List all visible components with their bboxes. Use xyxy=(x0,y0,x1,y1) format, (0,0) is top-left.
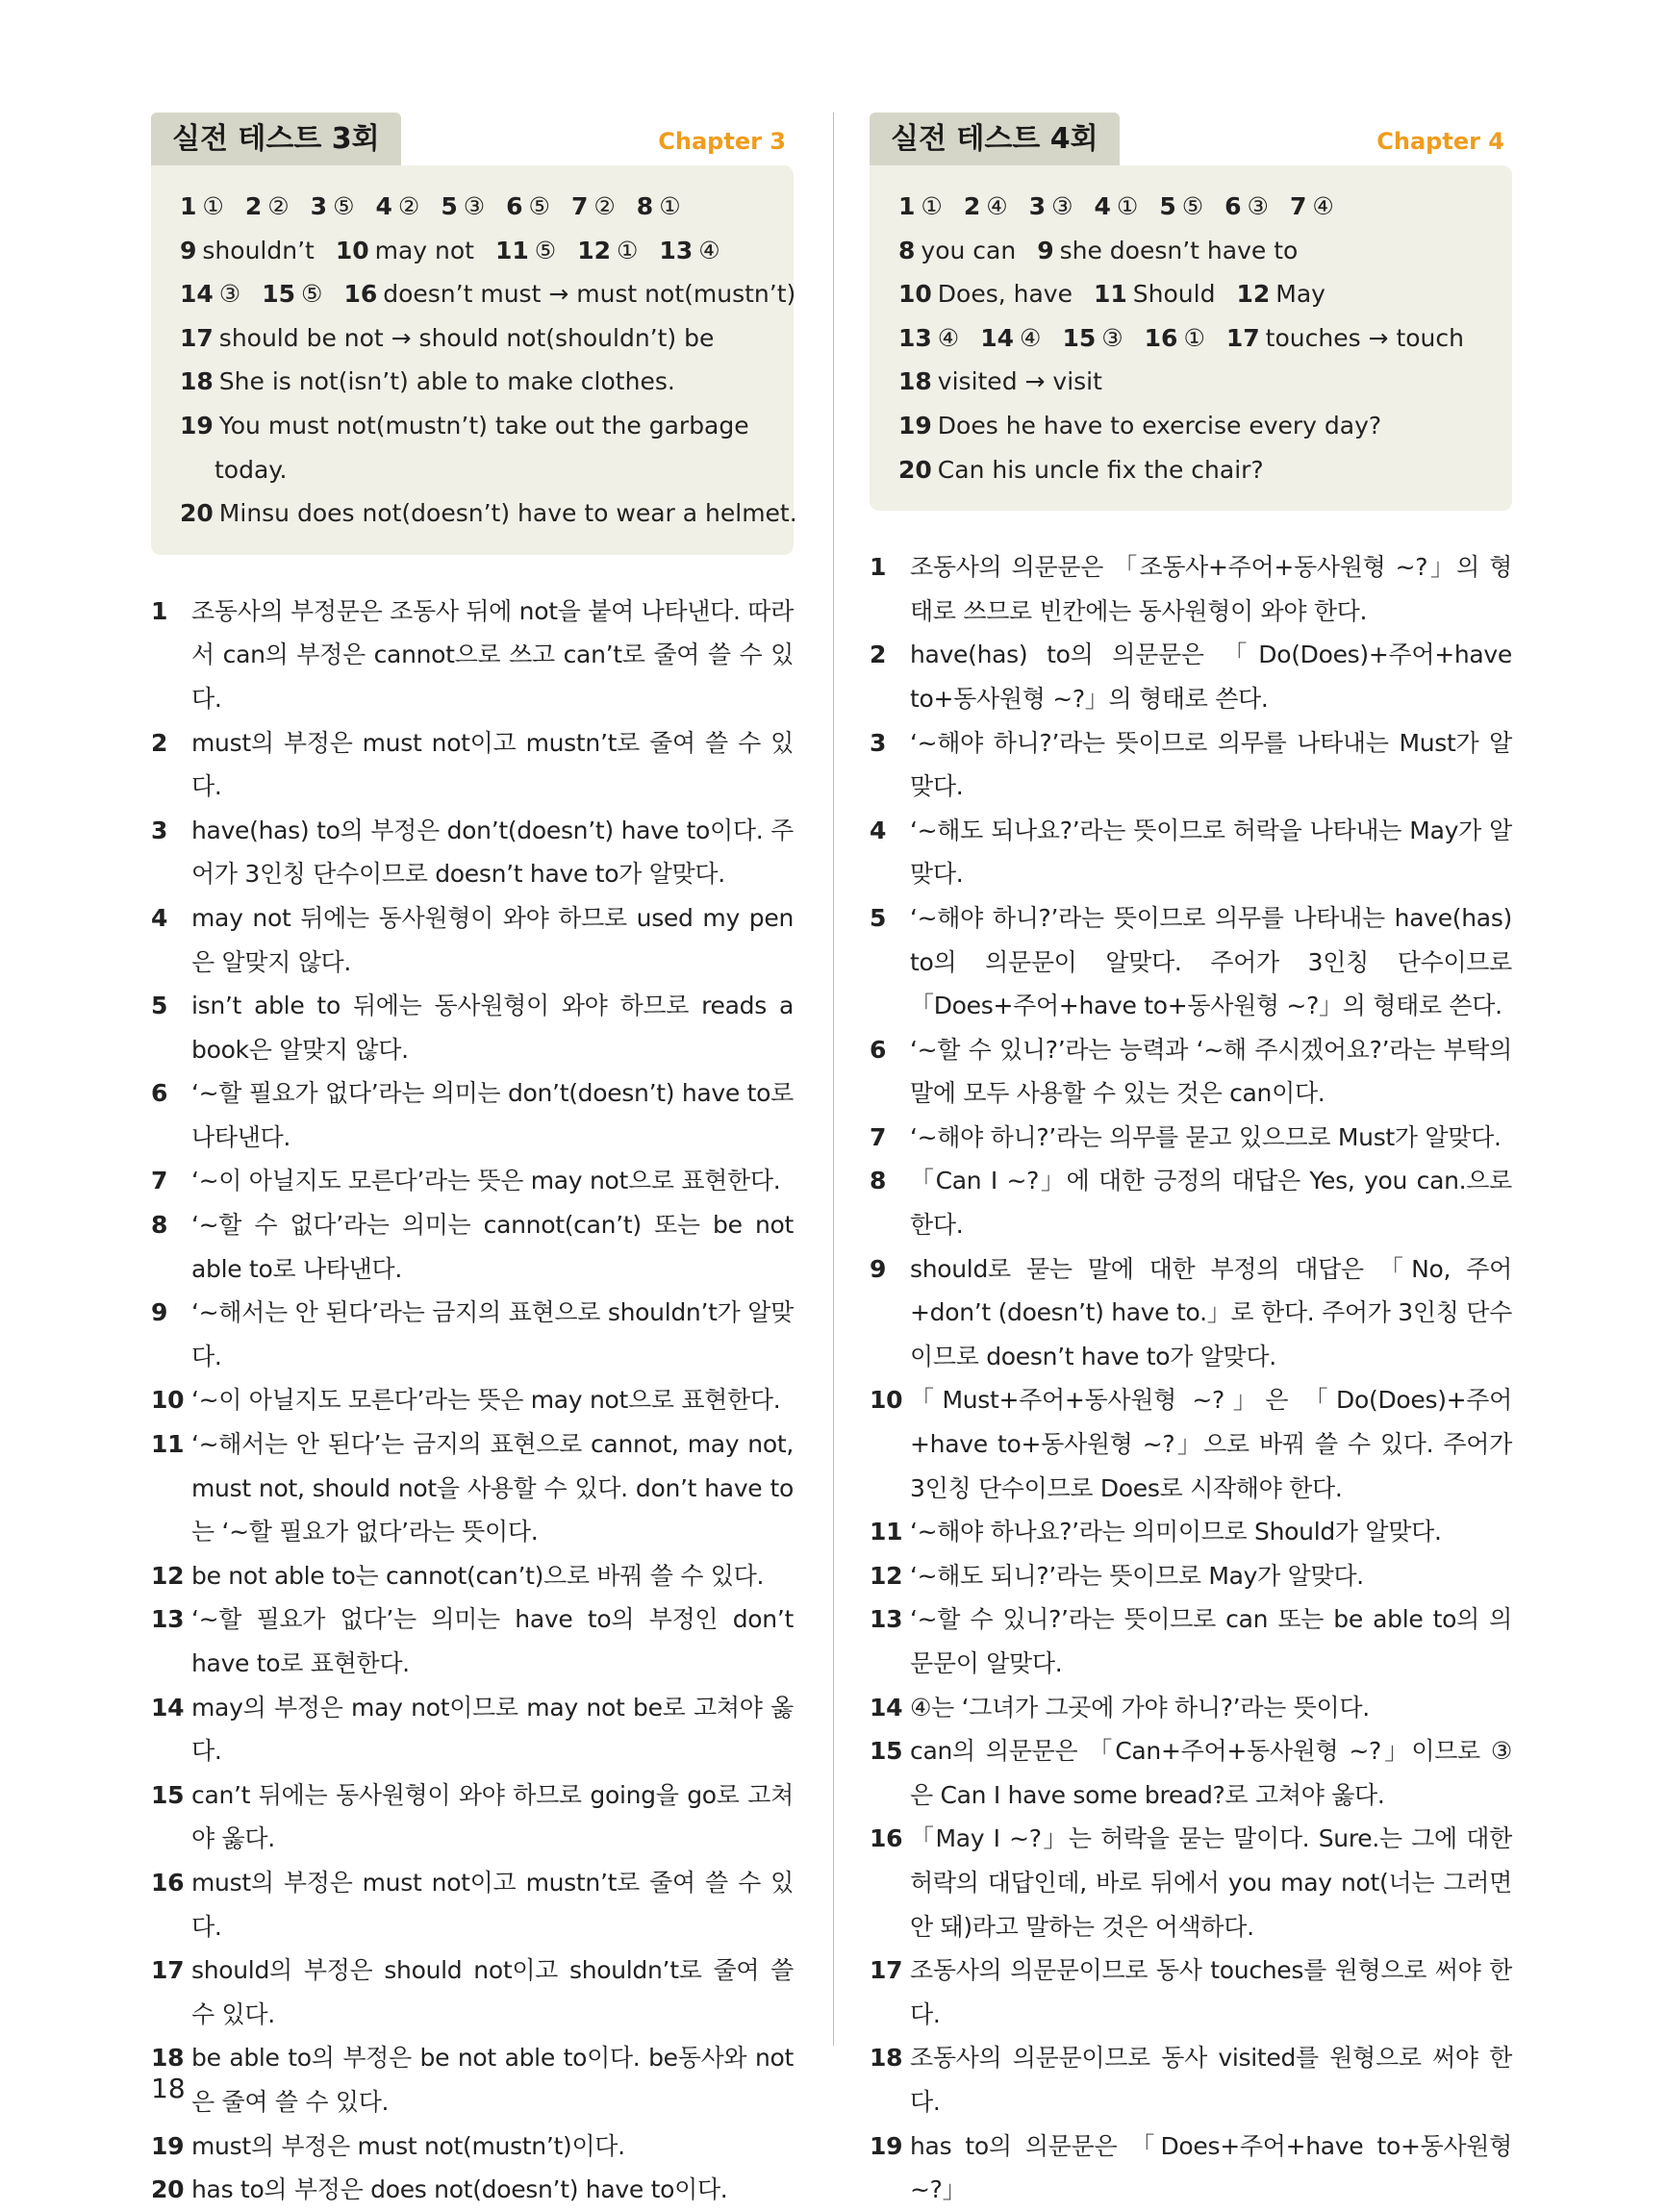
explanation-number: 11 xyxy=(870,1518,903,1546)
answer-item xyxy=(964,185,1008,229)
explanation-text: should로 묻는 말에 대한 부정의 대답은 「No, 주어+don’t (doesn’t) have to.」로 한다. 주어가 3인칭 단수이므로 doesn’t have to가 알맞다. xyxy=(910,1254,1512,1370)
answer-value: ① xyxy=(1116,192,1139,220)
explanation-text: ‘~할 수 있니?’라는 능력과 ‘~해 주시겠어요?’라는 부탁의 말에 모두 사용할 수 있는 것은 can이다. xyxy=(910,1035,1512,1108)
explanation-text: 「Must+주어+동사원형 ~?」은 「Do(Does)+주어+have to+동사원형 ~?」으로 바꿔 쓸 수 있다. 주어가 3인칭 단수이므로 Does로 시작해야 한다. xyxy=(910,1386,1512,1502)
explanation-text: 조동사의 의문문이므로 동사 touches를 원형으로 써야 한다. xyxy=(910,1956,1512,2028)
answer-value: She is not(isn’t) able to make clothes. xyxy=(218,367,675,396)
explanation-item xyxy=(151,809,794,896)
explanation-item xyxy=(870,545,1512,633)
answer-item xyxy=(898,185,943,229)
explanation-item xyxy=(870,1948,1512,2036)
explanation-list xyxy=(870,545,1512,2212)
answer-item xyxy=(898,316,959,361)
chapter-label: Chapter 3 xyxy=(658,128,786,155)
answer-number: 4 xyxy=(375,192,392,220)
answer-number: 15 xyxy=(1062,323,1097,352)
explanation-number: 6 xyxy=(870,1035,887,1064)
explanation-number: 8 xyxy=(870,1167,887,1195)
answer-number: 19 xyxy=(898,411,932,440)
answer-item xyxy=(1224,185,1269,229)
answer-box xyxy=(870,165,1512,511)
explanation-number: 17 xyxy=(870,1956,903,1985)
answer-number: 13 xyxy=(659,236,694,264)
answer-value: doesn’t must → must not(mustn’t) xyxy=(383,280,796,309)
answer-value: ② xyxy=(267,192,290,220)
explanation-item xyxy=(870,1028,1512,1116)
answer-value: May xyxy=(1275,280,1325,309)
explanation-text: 조동사의 부정문은 조동사 뒤에 not을 붙여 나타낸다. 따라서 can의 부정은 cannot으로 쓰고 can’t로 줄여 쓸 수 있다. xyxy=(191,596,794,713)
answer-item xyxy=(571,185,616,229)
answer-number: 20 xyxy=(898,455,932,484)
explanation-item xyxy=(151,1291,794,1378)
answer-item xyxy=(1159,185,1203,229)
answer-item xyxy=(375,185,419,229)
answer-item xyxy=(1094,272,1215,316)
explanation-number: 8 xyxy=(151,1211,168,1240)
left-column xyxy=(151,113,797,2212)
answer-value: ③ xyxy=(1051,192,1073,220)
explanation-number: 13 xyxy=(151,1605,185,1634)
explanation-item xyxy=(870,1247,1512,1379)
explanation-number: 5 xyxy=(870,903,887,932)
answer-value: Does he have to exercise every day? xyxy=(937,411,1382,440)
explanation-list xyxy=(151,590,794,2212)
explanation-number: 4 xyxy=(151,903,168,932)
answer-number: 12 xyxy=(1236,280,1271,309)
answer-value: ⑤ xyxy=(1181,192,1204,220)
answer-value: ① xyxy=(202,192,224,220)
explanation-item xyxy=(151,1554,794,1598)
answer-value: ④ xyxy=(986,192,1008,220)
explanation-text: have(has) to의 의문문은 「Do(Does)+주어+have to+동사원형 ~?」의 형태로 쓴다. xyxy=(910,641,1512,713)
answer-value: ② xyxy=(397,192,420,220)
answer-line xyxy=(180,229,770,273)
explanation-item xyxy=(151,2168,794,2212)
answer-number: 11 xyxy=(1093,280,1127,309)
answer-item xyxy=(1236,272,1325,316)
answer-value: ⑤ xyxy=(534,236,557,264)
answer-number: 6 xyxy=(1224,192,1242,220)
explanation-item xyxy=(151,590,794,721)
answer-line xyxy=(180,185,770,229)
answer-item xyxy=(898,448,1264,492)
answer-value: ④ xyxy=(937,323,960,352)
answer-line xyxy=(898,229,1489,273)
answer-item xyxy=(180,448,287,492)
answer-number: 14 xyxy=(180,280,214,309)
answer-number: 19 xyxy=(180,411,214,440)
explanation-text: must의 부정은 must not이고 mustn’t로 줄여 쓸 수 있다. xyxy=(191,728,794,801)
explanation-text: be able to의 부정은 be not able to이다. be동사와 not은 줄여 쓸 수 있다. xyxy=(191,2044,794,2116)
explanation-text: ‘~할 필요가 없다’는 의미는 have to의 부정인 don’t have to로 표현한다. xyxy=(191,1605,794,1677)
answer-item xyxy=(495,229,556,273)
explanation-number: 6 xyxy=(151,1079,168,1108)
answer-item xyxy=(898,272,1073,316)
explanation-item xyxy=(151,721,794,809)
explanation-item xyxy=(151,1861,794,1948)
explanation-number: 16 xyxy=(870,1824,903,1853)
explanation-item xyxy=(151,1773,794,1861)
answer-value: ⑤ xyxy=(333,192,355,220)
answer-number: 20 xyxy=(180,499,214,528)
explanation-number: 2 xyxy=(870,641,887,669)
explanation-item xyxy=(870,1817,1512,1948)
answer-item xyxy=(1145,316,1205,361)
explanation-number: 20 xyxy=(151,2175,185,2204)
explanation-number: 11 xyxy=(151,1430,185,1459)
answer-item xyxy=(180,229,315,273)
explanation-item xyxy=(151,2036,794,2124)
answer-value: ③ xyxy=(1101,323,1123,352)
answer-value: may not xyxy=(374,236,474,264)
answer-value: ③ xyxy=(1247,192,1269,220)
answer-item xyxy=(1062,316,1123,361)
explanation-text: can의 의문문은 「Can+주어+동사원형 ~?」이므로 ③은 Can I have some bread?로 고쳐야 옳다. xyxy=(910,1737,1512,1809)
answer-number: 8 xyxy=(898,236,916,264)
explanation-item xyxy=(870,1159,1512,1246)
answer-item xyxy=(245,185,290,229)
answer-number: 7 xyxy=(1289,192,1307,220)
answer-line xyxy=(180,448,770,492)
answer-number: 1 xyxy=(180,192,197,220)
answer-number: 16 xyxy=(1144,323,1178,352)
answer-item xyxy=(898,404,1381,448)
answer-item xyxy=(980,316,1041,361)
answer-number: 16 xyxy=(343,280,378,309)
answer-item xyxy=(180,404,749,448)
explanation-item xyxy=(870,1116,1512,1160)
answer-item xyxy=(180,185,224,229)
answer-number: 2 xyxy=(963,192,981,220)
explanation-text: ‘~해야 하니?’라는 뜻이므로 의무를 나타내는 have(has) to의 의문문이 알맞다. 주어가 3인칭 단수이므로 「Does+주어+have to+동사원형 ~?」의 형태로 쓴다. xyxy=(910,903,1512,1020)
explanation-number: 13 xyxy=(870,1605,903,1634)
answer-item xyxy=(577,229,638,273)
answer-value: ④ xyxy=(1312,192,1334,220)
explanation-number: 1 xyxy=(151,596,168,625)
explanation-number: 5 xyxy=(151,992,168,1020)
answer-item xyxy=(659,229,719,273)
explanation-text: 조동사의 의문문이므로 동사 visited를 원형으로 써야 한다. xyxy=(910,2044,1512,2116)
answer-value: Can his uncle fix the chair? xyxy=(937,455,1264,484)
explanation-number: 16 xyxy=(151,1868,185,1897)
answer-value: ⑤ xyxy=(528,192,550,220)
explanation-number: 15 xyxy=(870,1737,903,1766)
answer-value: You must not(mustn’t) take out the garbage xyxy=(218,411,749,440)
answer-value: touches → touch xyxy=(1265,323,1464,352)
explanation-text: ‘~할 수 있니?’라는 뜻이므로 can 또는 be able to의 의문문이 알맞다. xyxy=(910,1605,1512,1677)
answer-value: today. xyxy=(215,455,288,484)
answer-item xyxy=(506,185,550,229)
answer-box xyxy=(151,165,797,555)
explanation-item xyxy=(151,1071,794,1159)
answer-line xyxy=(898,404,1489,448)
explanation-text: ‘~해도 되니?’라는 뜻이므로 May가 알맞다. xyxy=(910,1561,1364,1590)
explanation-text: be not able to는 cannot(can’t)으로 바꿔 쓸 수 있다. xyxy=(191,1561,765,1590)
answer-item xyxy=(637,185,681,229)
explanation-item xyxy=(151,1597,794,1685)
explanation-item xyxy=(151,896,794,984)
explanation-number: 10 xyxy=(151,1386,185,1415)
explanation-number: 9 xyxy=(151,1298,168,1327)
answer-line xyxy=(180,360,770,404)
answer-line xyxy=(898,272,1489,316)
explanation-item xyxy=(151,1378,794,1422)
answer-item xyxy=(1037,229,1298,273)
answer-item xyxy=(1029,185,1073,229)
explanation-text: ‘~이 아닐지도 모른다’라는 뜻은 may not으로 표현한다. xyxy=(191,1167,781,1195)
answer-value: you can xyxy=(921,236,1017,264)
answer-value: Does, have xyxy=(937,280,1073,309)
answer-item xyxy=(180,491,797,536)
answer-value: Minsu does not(doesn’t) have to wear a helmet. xyxy=(218,499,797,528)
answer-line xyxy=(180,491,797,536)
explanation-text: must의 부정은 must not이고 mustn’t로 줄여 쓸 수 있다. xyxy=(191,1868,794,1941)
answer-line xyxy=(898,448,1489,492)
explanation-item xyxy=(870,1510,1512,1554)
explanation-text: can’t 뒤에는 동사원형이 와야 하므로 going을 go로 고쳐야 옳다. xyxy=(191,1780,794,1853)
explanation-number: 10 xyxy=(870,1386,903,1415)
explanation-item xyxy=(151,1686,794,1773)
answer-item xyxy=(441,185,485,229)
answer-number: 7 xyxy=(570,192,589,220)
answer-line xyxy=(898,316,1489,361)
explanation-text: ‘~해야 하나요?’라는 의미이므로 Should가 알맞다. xyxy=(910,1518,1442,1546)
explanation-item xyxy=(870,1686,1512,1730)
answer-number: 17 xyxy=(1225,323,1260,352)
explanation-number: 12 xyxy=(870,1561,903,1590)
test-title: 실전 테스트 3회 xyxy=(151,113,401,165)
answer-value: ① xyxy=(921,192,943,220)
answer-number: 10 xyxy=(335,236,369,264)
answer-line xyxy=(180,316,770,361)
explanation-item xyxy=(870,2036,1512,2124)
answer-item xyxy=(1290,185,1334,229)
explanation-text: have(has) to의 부정은 don’t(doesn’t) have to이다. 주어가 3인칭 단수이므로 doesn’t have to가 알맞다. xyxy=(191,816,794,889)
explanation-item xyxy=(151,1948,794,2036)
answer-value: ③ xyxy=(463,192,486,220)
explanation-number: 18 xyxy=(870,2044,903,2073)
explanation-text: ‘~해야 하니?’라는 뜻이므로 의무를 나타내는 Must가 알맞다. xyxy=(910,728,1512,801)
explanation-text: may not 뒤에는 동사원형이 와야 하므로 used my pen은 알맞지 않다. xyxy=(191,903,794,976)
explanation-text: may의 부정은 may not이므로 may not be로 고쳐야 옳다. xyxy=(191,1693,794,1766)
answer-value: ① xyxy=(659,192,681,220)
answer-number: 1 xyxy=(898,192,916,220)
answer-item xyxy=(343,272,795,316)
explanation-item xyxy=(151,2124,794,2169)
answer-number: 3 xyxy=(310,192,328,220)
explanation-number: 9 xyxy=(870,1254,887,1283)
answer-number: 18 xyxy=(180,367,214,396)
explanation-number: 14 xyxy=(151,1693,185,1722)
explanation-item xyxy=(870,809,1512,896)
answer-item xyxy=(180,360,675,404)
answer-item xyxy=(180,316,714,361)
answer-number: 10 xyxy=(898,280,932,309)
explanation-item xyxy=(870,896,1512,1028)
page-number: 18 xyxy=(151,2073,186,2104)
answer-item xyxy=(336,229,474,273)
explanation-item xyxy=(870,1378,1512,1510)
explanation-text: ‘~해서는 안 된다’는 금지의 표현으로 cannot, may not, must not, should not을 사용할 수 있다. don’t have to는 ‘~할 필요가 없다’라는 뜻이다. xyxy=(191,1430,794,1546)
answer-number: 14 xyxy=(980,323,1015,352)
explanation-item xyxy=(151,1159,794,1203)
answer-number: 2 xyxy=(244,192,263,220)
chapter-label: Chapter 4 xyxy=(1376,128,1504,155)
explanation-text: ‘~할 수 없다’라는 의미는 cannot(can’t) 또는 be not able to로 나타낸다. xyxy=(191,1211,794,1283)
explanation-item xyxy=(870,1554,1512,1598)
answer-number: 8 xyxy=(636,192,654,220)
answer-number: 6 xyxy=(506,192,523,220)
explanation-item xyxy=(870,2124,1512,2212)
answer-number: 3 xyxy=(1028,192,1047,220)
answer-number: 17 xyxy=(180,323,214,352)
explanation-text: has to의 부정은 does not(doesn’t) have to이다. xyxy=(191,2175,728,2204)
answer-value: ③ xyxy=(218,280,241,309)
answer-value: she doesn’t have to xyxy=(1059,236,1299,264)
answer-line xyxy=(898,185,1489,229)
explanation-item xyxy=(870,1729,1512,1817)
explanation-number: 2 xyxy=(151,728,168,757)
test-title: 실전 테스트 4회 xyxy=(870,113,1120,165)
answer-line xyxy=(898,360,1489,404)
explanation-number: 1 xyxy=(870,553,887,582)
explanation-text: ‘~이 아닐지도 모른다’라는 뜻은 may not으로 표현한다. xyxy=(191,1386,781,1415)
explanation-number: 17 xyxy=(151,1956,185,1985)
explanation-text: must의 부정은 must not(mustn’t)이다. xyxy=(191,2131,625,2160)
explanation-text: ④는 ‘그녀가 그곳에 가야 하니?’라는 뜻이다. xyxy=(910,1693,1370,1722)
answer-value: ④ xyxy=(698,236,720,264)
explanation-number: 3 xyxy=(151,816,168,844)
explanation-number: 15 xyxy=(151,1780,185,1809)
explanation-text: ‘~해서는 안 된다’라는 금지의 표현으로 shouldn’t가 알맞다. xyxy=(191,1298,794,1370)
explanation-number: 19 xyxy=(151,2131,185,2160)
test-header xyxy=(151,113,794,165)
explanation-number: 19 xyxy=(870,2131,903,2160)
answer-number: 13 xyxy=(898,323,932,352)
answer-item xyxy=(898,229,1016,273)
test-header xyxy=(870,113,1512,165)
explanation-text: 「Can I ~?」에 대한 긍정의 대답은 Yes, you can.으로 한다. xyxy=(910,1167,1512,1240)
explanation-item xyxy=(870,721,1512,809)
answer-value: ② xyxy=(593,192,616,220)
answer-line xyxy=(180,272,796,316)
explanation-item xyxy=(151,1422,794,1554)
answer-number: 5 xyxy=(1159,192,1176,220)
explanation-number: 7 xyxy=(151,1167,168,1195)
explanation-text: should의 부정은 should not이고 shouldn’t로 줄여 쓸 수 있다. xyxy=(191,1956,794,2028)
explanation-number: 12 xyxy=(151,1561,185,1590)
explanation-number: 14 xyxy=(870,1693,903,1722)
explanation-text: 조동사의 의문문은 「조동사+주어+동사원형 ~?」의 형태로 쓰므로 빈칸에는 동사원형이 와야 한다. xyxy=(910,553,1512,625)
answer-number: 4 xyxy=(1094,192,1111,220)
answer-value: shouldn’t xyxy=(202,236,315,264)
explanation-text: 「May I ~?」는 허락을 묻는 말이다. Sure.는 그에 대한 허락의 대답인데, 바로 뒤에서 you may not(너는 그러면 안 돼)라고 말하는 것은 어색하다. xyxy=(910,1824,1512,1941)
answer-number: 12 xyxy=(577,236,611,264)
answer-item xyxy=(311,185,355,229)
answer-number: 18 xyxy=(898,367,932,396)
answer-item xyxy=(262,272,322,316)
explanation-number: 3 xyxy=(870,728,887,757)
answer-value: ④ xyxy=(1020,323,1042,352)
column-divider xyxy=(833,113,834,2046)
explanation-item xyxy=(151,1203,794,1291)
answer-number: 5 xyxy=(441,192,458,220)
explanation-text: isn’t able to 뒤에는 동사원형이 와야 하므로 reads a book은 알맞지 않다. xyxy=(191,992,794,1064)
answer-item xyxy=(898,360,1102,404)
explanation-text: has to의 의문문은 「Does+주어+have to+동사원형 ~?」 xyxy=(910,2131,1512,2204)
answer-number: 15 xyxy=(262,280,296,309)
answer-number: 9 xyxy=(180,236,197,264)
answer-value: ⑤ xyxy=(301,280,323,309)
right-column xyxy=(870,113,1512,2212)
answer-value: ① xyxy=(1183,323,1205,352)
answer-item xyxy=(1226,316,1464,361)
explanation-number: 7 xyxy=(870,1122,887,1151)
explanation-item xyxy=(870,1597,1512,1685)
explanation-item xyxy=(870,633,1512,720)
answer-item xyxy=(1094,185,1138,229)
explanation-number: 18 xyxy=(151,2044,185,2073)
explanation-text: ‘~할 필요가 없다’라는 의미는 don’t(doesn’t) have to로 나타낸다. xyxy=(191,1079,794,1151)
answer-value: Should xyxy=(1132,280,1216,309)
explanation-item xyxy=(151,984,794,1071)
explanation-number: 4 xyxy=(870,816,887,844)
answer-value: ① xyxy=(617,236,639,264)
explanation-text: ‘~해야 하니?’라는 의무를 묻고 있으므로 Must가 알맞다. xyxy=(910,1122,1502,1151)
answer-value: should be not → should not(shouldn’t) be xyxy=(218,323,715,352)
answer-value: visited → visit xyxy=(937,367,1102,396)
answer-number: 9 xyxy=(1037,236,1054,264)
answer-number: 11 xyxy=(494,236,529,264)
answer-line xyxy=(180,404,770,448)
answer-item xyxy=(180,272,240,316)
explanation-text: ‘~해도 되나요?’라는 뜻이므로 허락을 나타내는 May가 알맞다. xyxy=(910,816,1512,889)
